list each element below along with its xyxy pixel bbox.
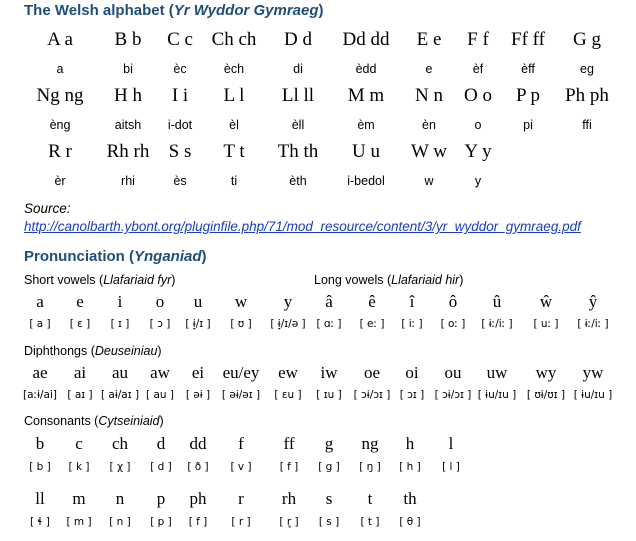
vowel-ipa: [ ɨː/iː ]	[577, 318, 609, 330]
consonant-letter: ff	[283, 434, 295, 453]
consonant-ipa: [ ɬ ]	[30, 516, 50, 528]
diphthong-letter: wy	[535, 363, 557, 382]
alphabet-letter-name: y	[474, 174, 482, 188]
alphabet-letter-name: èm	[357, 118, 375, 132]
consonant-letter: g	[324, 434, 334, 453]
consonant-ipa: [ m ]	[66, 516, 92, 528]
alphabet-letter-name: ti	[230, 174, 238, 188]
alphabet-letter-name: w	[424, 174, 434, 188]
alphabet-letter: E e	[416, 29, 442, 50]
consonant-ipa: [ n ]	[109, 516, 131, 528]
vowel-ipa: [ ɪ ]	[110, 318, 130, 330]
alphabet-letter-name: rhi	[121, 174, 135, 188]
consonant-letter: n	[115, 489, 125, 508]
diphthong-ipa: [ ɔɪ ]	[399, 389, 425, 401]
vowel-letter: ŷ	[588, 292, 598, 311]
diphthong-ipa: [ ʊɨ/ʊɪ ]	[526, 389, 566, 401]
diphthongs-label: Diphthongs (Deuseiniau)	[24, 344, 162, 358]
diphthong-ipa: [ əɨ ]	[185, 389, 211, 401]
diphthong-ipa: [ ɛu ]	[274, 389, 302, 401]
consonant-ipa: [ d ]	[150, 461, 172, 473]
consonant-letter: s	[325, 489, 333, 508]
vowel-ipa: [ uː ]	[533, 318, 559, 330]
alphabet-letter: F f	[467, 29, 489, 50]
consonant-ipa: [ h ]	[399, 461, 421, 473]
vowel-letter: e	[76, 292, 84, 311]
consonant-letter: d	[156, 434, 166, 453]
alphabet-letter-name: èf	[472, 62, 484, 76]
alphabet-letter: B b	[114, 29, 142, 50]
consonant-letter: c	[75, 434, 83, 453]
consonant-letter: m	[72, 489, 86, 508]
consonant-letter: dd	[189, 434, 207, 453]
vowel-letter: u	[193, 292, 203, 311]
alphabet-letter: T t	[223, 141, 245, 162]
alphabet-letter-name: èll	[291, 118, 305, 132]
consonant-letter: p	[156, 489, 166, 508]
pronunciation-heading: Pronunciation (Ynganiad)	[24, 248, 207, 265]
vowel-letter: î	[409, 292, 415, 311]
source-link[interactable]: http://canolbarth.ybont.org/pluginfile.php/71/mod_resource/content/3/yr_wyddor_gymraeg.pdf	[24, 219, 581, 234]
alphabet-letter-name: èn	[422, 118, 436, 132]
vowel-letter: i	[117, 292, 123, 311]
alphabet-letter-name: èc	[173, 62, 187, 76]
consonant-ipa: [ r ]	[231, 516, 251, 528]
alphabet-letter-name: bi	[123, 62, 133, 76]
alphabet-letter: P p	[515, 85, 541, 106]
vowel-letter: ô	[448, 292, 458, 311]
diphthong-letter: au	[111, 363, 129, 382]
vowel-letter: ê	[368, 292, 376, 311]
diphthong-letter: oi	[405, 363, 419, 382]
diphthong-ipa: [ ɨu/ɪu ]	[573, 389, 613, 401]
vowel-ipa: [ ʊ ]	[230, 318, 252, 330]
alphabet-letter-name: a	[56, 62, 64, 76]
vowel-letter: ŵ	[539, 292, 553, 311]
vowel-letter: û	[492, 292, 502, 311]
page-title: The Welsh alphabet (Yr Wyddor Gymraeg)	[24, 2, 324, 19]
diphthong-letter: oe	[363, 363, 381, 382]
alphabet-letter-name: ès	[173, 174, 187, 188]
alphabet-letter: H h	[114, 85, 142, 106]
diphthong-ipa: [ ɨu/ɪu ]	[477, 389, 517, 401]
consonant-letter: l	[448, 434, 454, 453]
consonant-ipa: [ r̥ ]	[279, 516, 299, 528]
consonant-ipa: [ g ]	[318, 461, 340, 473]
alphabet-letter: U u	[352, 141, 380, 162]
alphabet-letter-name: èr	[54, 174, 66, 188]
alphabet-letter: A a	[47, 29, 73, 50]
alphabet-letter: Ph ph	[565, 85, 609, 106]
alphabet-letter-name: èff	[521, 62, 535, 76]
consonant-letter: ll	[35, 489, 45, 508]
alphabet-letter: L l	[223, 85, 245, 106]
alphabet-letter: D d	[284, 29, 312, 50]
consonant-ipa: [ b ]	[29, 461, 51, 473]
vowel-ipa: [ ɑː ]	[316, 318, 342, 330]
diphthong-letter: ae	[32, 363, 48, 382]
consonant-letter: r	[238, 489, 244, 508]
alphabet-letter: R r	[48, 141, 72, 162]
consonant-letter: th	[403, 489, 417, 508]
diphthong-letter: ou	[444, 363, 462, 382]
source-label: Source:	[24, 201, 71, 216]
consonant-letter: f	[238, 434, 244, 453]
alphabet-letter: W w	[410, 141, 448, 162]
diphthong-ipa: [ aɨ/aɪ ]	[100, 389, 140, 401]
alphabet-letter-name: pi	[523, 118, 533, 132]
diphthong-ipa: [ ɔɨ/ɔɪ ]	[353, 389, 391, 401]
alphabet-letter-name: èng	[49, 118, 71, 132]
alphabet-letter: N n	[415, 85, 443, 106]
consonant-ipa: [ t ]	[360, 516, 380, 528]
consonant-ipa: [ f ]	[279, 461, 299, 473]
vowel-ipa: [ iː ]	[401, 318, 423, 330]
alphabet-letter: S s	[168, 141, 192, 162]
vowel-ipa: [ ɨ̞/ɪ ]	[185, 318, 211, 330]
consonant-letter: rh	[281, 489, 297, 508]
diphthong-letter: ai	[73, 363, 87, 382]
consonant-ipa: [ p ]	[150, 516, 172, 528]
consonant-ipa: [ k ]	[68, 461, 90, 473]
alphabet-letter-name: èth	[289, 174, 307, 188]
vowel-ipa: [ ɨː/iː ]	[481, 318, 513, 330]
vowel-ipa: [ eː ]	[359, 318, 385, 330]
alphabet-letter-name: o	[474, 118, 482, 132]
alphabet-letter: I i	[171, 85, 189, 106]
diphthong-ipa: [ ɪu ]	[316, 389, 342, 401]
vowel-ipa: [ oː ]	[440, 318, 466, 330]
alphabet-letter-name: e	[425, 62, 433, 76]
consonant-ipa: [ χ ]	[109, 461, 131, 473]
vowel-letter: w	[234, 292, 248, 311]
diphthong-ipa: [ au ]	[146, 389, 174, 401]
consonant-ipa: [ s ]	[318, 516, 340, 528]
consonant-letter: t	[367, 489, 373, 508]
alphabet-letter-name: di	[293, 62, 303, 76]
diphthong-letter: ew	[278, 363, 298, 382]
vowel-letter: â	[325, 292, 333, 311]
alphabet-letter: Dd dd	[342, 29, 390, 50]
alphabet-letter-name: ffi	[582, 118, 592, 132]
long-vowels-label: Long vowels (Llafariaid hir)	[314, 273, 464, 287]
diphthong-letter: ei	[191, 363, 205, 382]
diphthong-ipa: [ ɔɨ/ɔɪ ]	[434, 389, 472, 401]
consonant-letter: ph	[189, 489, 207, 508]
consonant-ipa: [ f ]	[188, 516, 208, 528]
diphthong-ipa: [aːɨ/ai]	[23, 389, 57, 401]
consonant-ipa: [ v ]	[230, 461, 252, 473]
diphthong-letter: uw	[486, 363, 508, 382]
vowel-letter: o	[155, 292, 165, 311]
consonants-label: Consonants (Cytseiniaid)	[24, 414, 164, 428]
consonant-letter: ch	[111, 434, 129, 453]
consonant-letter: h	[405, 434, 415, 453]
consonant-ipa: [ θ ]	[399, 516, 421, 528]
consonant-ipa: [ ŋ ]	[359, 461, 381, 473]
alphabet-letter: C c	[167, 29, 193, 50]
alphabet-letter: Rh rh	[106, 141, 150, 162]
alphabet-letter: Ch ch	[211, 29, 257, 50]
alphabet-letter: Ll ll	[281, 85, 315, 106]
consonant-letter: ng	[361, 434, 379, 453]
consonant-ipa: [ ð ]	[187, 461, 209, 473]
diphthong-letter: iw	[320, 363, 338, 382]
alphabet-letter-name: èl	[229, 118, 239, 132]
alphabet-letter: Th th	[277, 141, 319, 162]
alphabet-letter-name: èch	[223, 62, 245, 76]
alphabet-letter-name: i-bedol	[347, 174, 385, 188]
alphabet-letter: Ff ff	[511, 29, 545, 50]
vowel-ipa: [ ɛ ]	[69, 318, 91, 330]
vowel-letter: y	[283, 292, 293, 311]
diphthong-letter: eu/ey	[222, 363, 260, 382]
alphabet-letter-name: eg	[580, 62, 594, 76]
vowel-letter: a	[36, 292, 44, 311]
diphthong-ipa: [ aɪ ]	[67, 389, 93, 401]
alphabet-letter: G g	[573, 29, 601, 50]
alphabet-letter: Ng ng	[36, 85, 84, 106]
vowel-ipa: [ ɨ̞/ɪ/ə ]	[270, 318, 306, 330]
alphabet-letter-name: èdd	[355, 62, 377, 76]
consonant-letter: b	[35, 434, 45, 453]
alphabet-letter: O o	[464, 85, 492, 106]
alphabet-letter-name: aitsh	[114, 118, 142, 132]
short-vowels-label: Short vowels (Llafariaid fyr)	[24, 273, 176, 287]
consonant-ipa: [ l ]	[442, 461, 460, 473]
vowel-ipa: [ a ]	[29, 318, 51, 330]
diphthong-letter: yw	[582, 363, 604, 382]
alphabet-letter: Y y	[464, 141, 492, 162]
vowel-ipa: [ ɔ ]	[149, 318, 171, 330]
alphabet-letter: M m	[347, 85, 385, 106]
alphabet-letter-name: i-dot	[167, 118, 193, 132]
diphthong-letter: aw	[150, 363, 170, 382]
diphthong-ipa: [ əɨ/əɪ ]	[221, 389, 261, 401]
